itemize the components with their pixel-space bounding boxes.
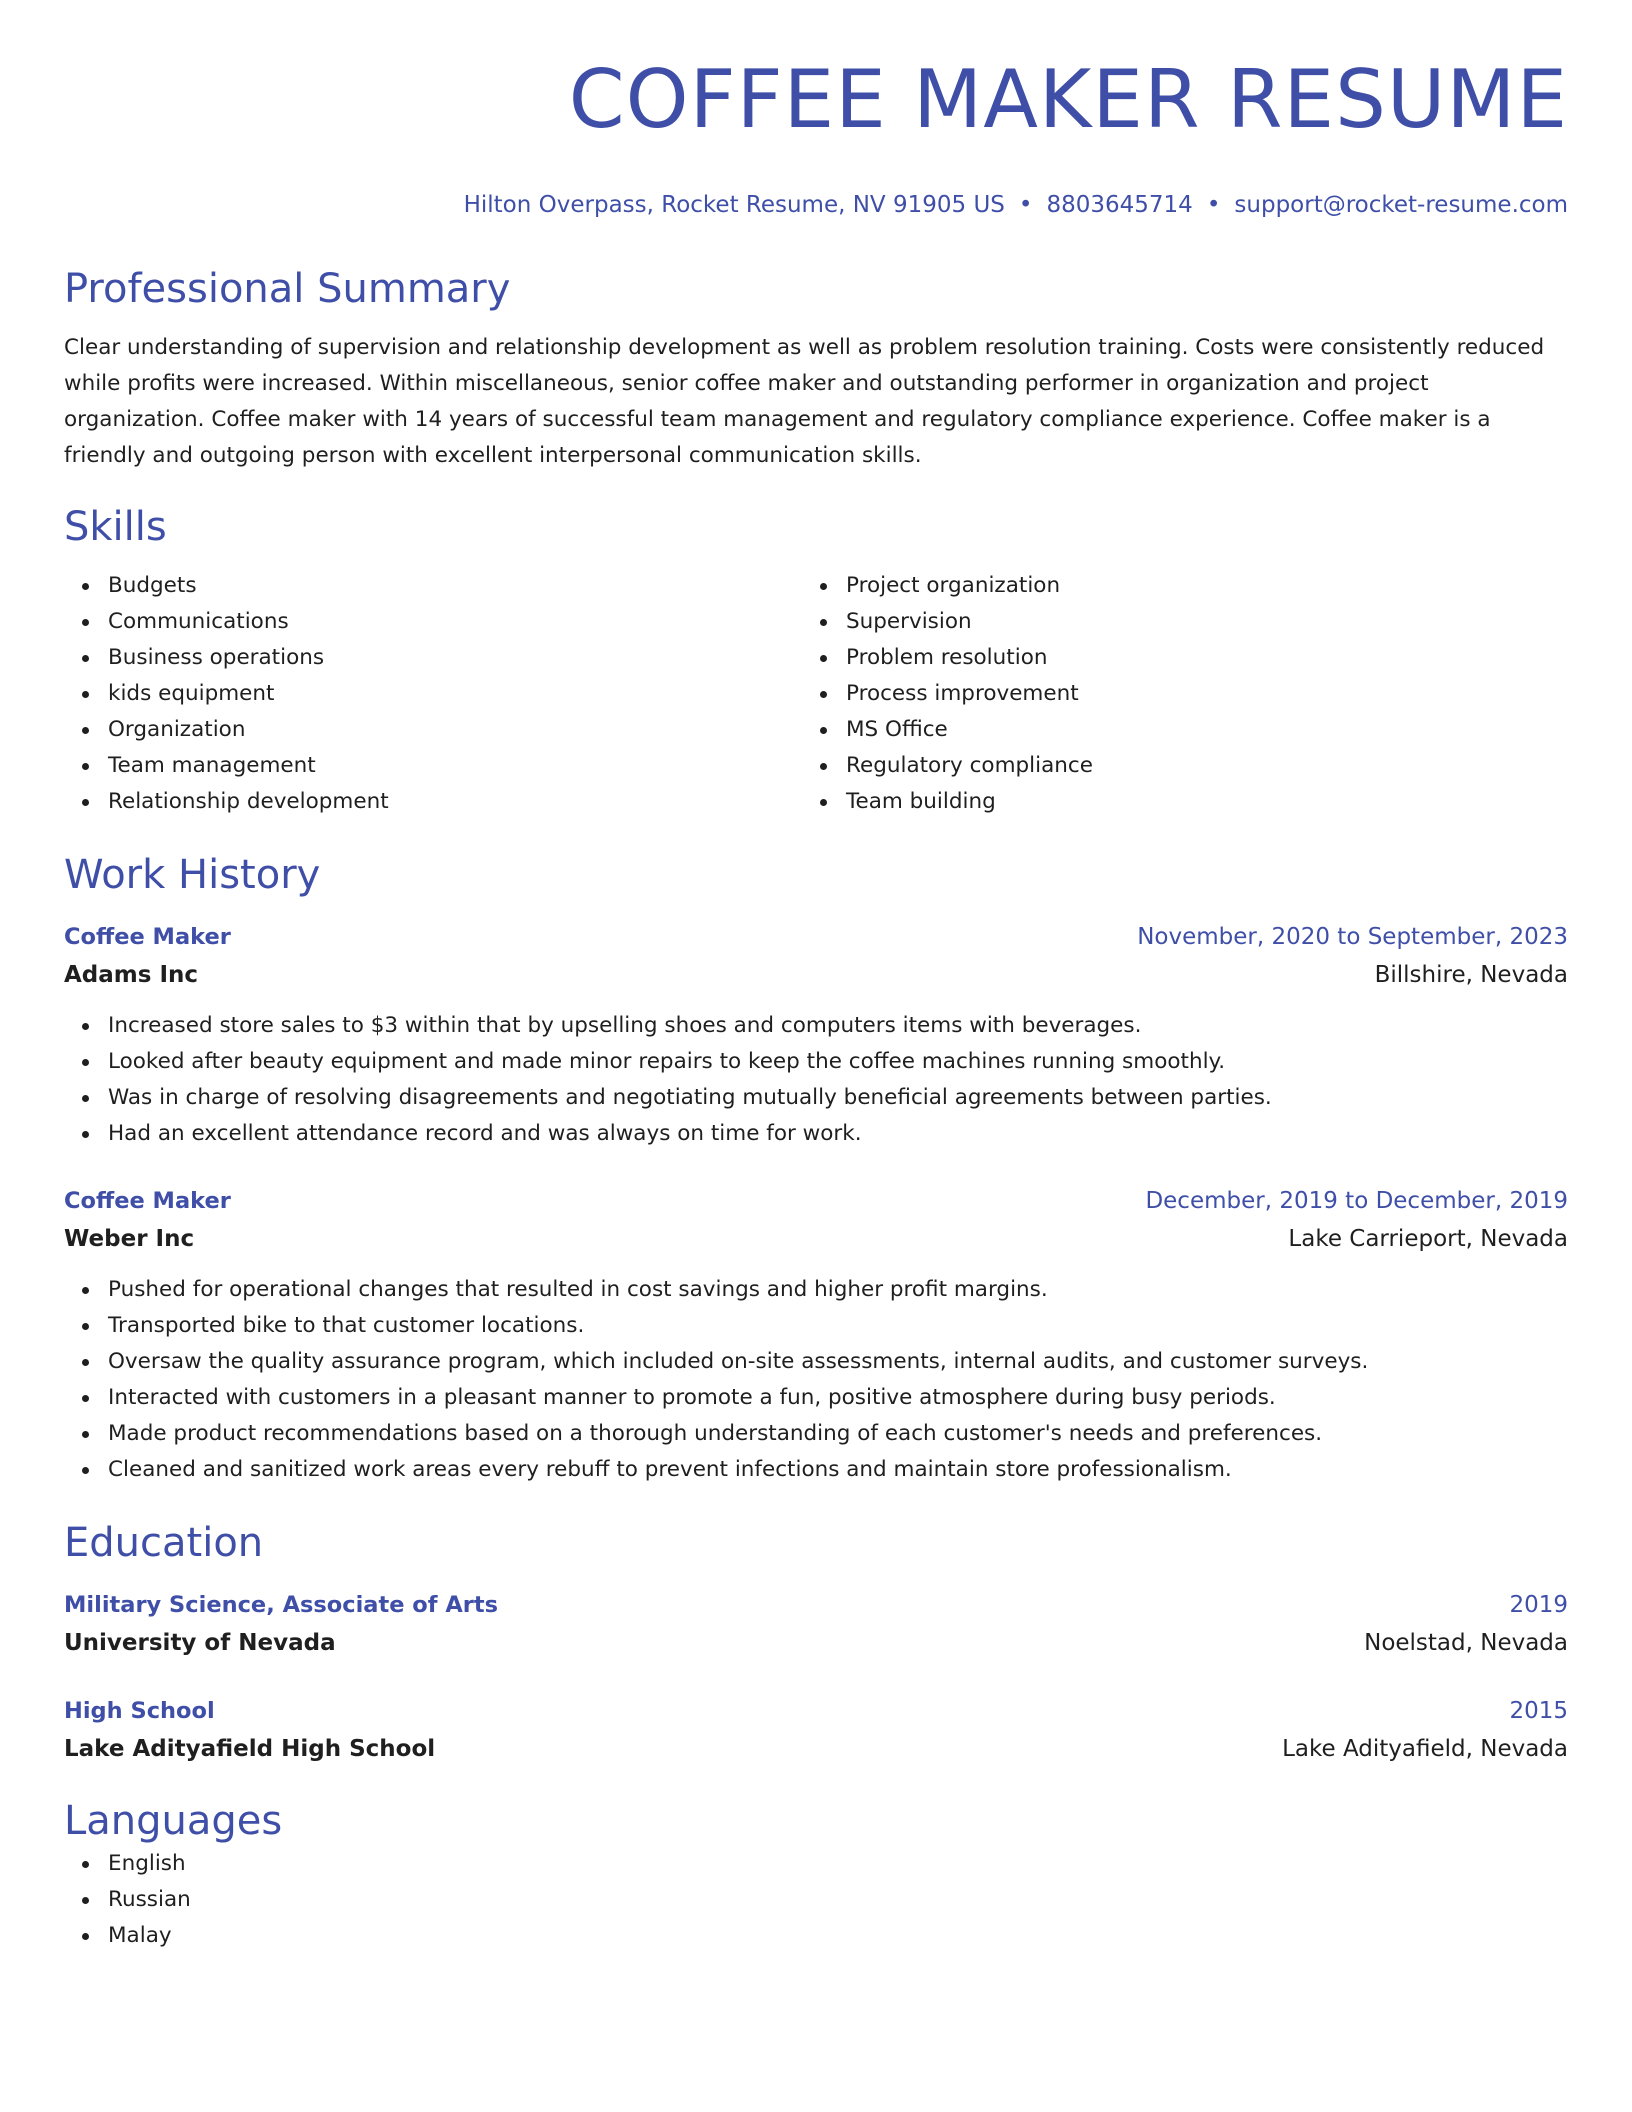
job-bullet: Looked after beauty equipment and made minor repairs to keep the coffee machines running smoothly.: [64, 1044, 1568, 1080]
education-location: Noelstad, Nevada: [1364, 1630, 1568, 1656]
skill-item: Supervision: [802, 604, 1540, 640]
skills-column-left: [64, 568, 802, 820]
job-bullet: Transported bike to that customer locations.: [64, 1308, 1568, 1344]
skill-item: Process improvement: [802, 676, 1540, 712]
education-location: Lake Adityafield, Nevada: [1282, 1736, 1568, 1762]
skill-item: Communications: [64, 604, 802, 640]
education-school-row: [64, 1624, 1568, 1662]
contact-separator: •: [1018, 192, 1033, 218]
job-location: Billshire, Nevada: [1374, 962, 1568, 988]
job-bullets: [64, 1272, 1568, 1488]
job-bullet: Was in charge of resolving disagreements and negotiating mutually beneficial agreements between parties.: [64, 1080, 1568, 1116]
page-title: COFFEE MAKER RESUME: [568, 53, 1568, 146]
language-item: English: [64, 1846, 1568, 1882]
skill-item: Problem resolution: [802, 640, 1540, 676]
job-dates: December, 2019 to December, 2019: [1145, 1188, 1568, 1214]
education-entry: [64, 1692, 1568, 1768]
skills-grid: [64, 568, 1568, 820]
job-bullet: Increased store sales to $3 within that by upselling shoes and computers items with beverages.: [64, 1008, 1568, 1044]
contact-line: [64, 190, 1568, 220]
education-school: University of Nevada: [64, 1630, 336, 1656]
job-company-row: [64, 1220, 1568, 1258]
skill-item: Project organization: [802, 568, 1540, 604]
contact-phone: 8803645714: [1046, 192, 1193, 218]
education-school: Lake Adityafield High School: [64, 1736, 436, 1762]
education-degree: High School: [64, 1698, 215, 1724]
job-bullet: Interacted with customers in a pleasant manner to promote a fun, positive atmosphere during busy periods.: [64, 1380, 1568, 1416]
skill-item: Team management: [64, 748, 802, 784]
job-entry: [64, 1182, 1568, 1488]
contact-separator: •: [1206, 192, 1221, 218]
languages-heading: Languages: [64, 1798, 283, 1844]
skills-heading: Skills: [64, 504, 167, 550]
job-title-row: [64, 1182, 1568, 1220]
education-year: 2015: [1509, 1698, 1568, 1724]
job-location: Lake Carrieport, Nevada: [1288, 1226, 1568, 1252]
job-title-row: [64, 918, 1568, 956]
education-degree-row: [64, 1692, 1568, 1730]
education-degree: Military Science, Associate of Arts: [64, 1592, 499, 1618]
job-title: Coffee Maker: [64, 924, 231, 950]
skill-item: Team building: [802, 784, 1540, 820]
language-item: Malay: [64, 1918, 1568, 1954]
job-bullet: Cleaned and sanitized work areas every rebuff to prevent infections and maintain store professionalism.: [64, 1452, 1568, 1488]
skill-item: Regulatory compliance: [802, 748, 1540, 784]
job-bullet: Had an excellent attendance record and was always on time for work.: [64, 1116, 1568, 1152]
work-history-heading: Work History: [64, 852, 321, 898]
skill-item: Relationship development: [64, 784, 802, 820]
education-degree-row: [64, 1586, 1568, 1624]
job-dates: November, 2020 to September, 2023: [1137, 924, 1568, 950]
summary-text: Clear understanding of supervision and relationship development as well as problem resolution training. Costs were consistently reduced while profits were increased. Within miscellaneous, senior coffee maker and outstanding performer in organization and project organization. Coffee maker with 14 years of successful team management and regulatory compliance experience. Coffee maker is a friendly and outgoing person with excellent interpersonal communication skills.: [64, 335, 1545, 468]
education-school-row: [64, 1730, 1568, 1768]
job-bullet: Made product recommendations based on a thorough understanding of each customer's needs and preferences.: [64, 1416, 1568, 1452]
job-title: Coffee Maker: [64, 1188, 231, 1214]
job-bullet: Oversaw the quality assurance program, which included on-site assessments, internal audits, and customer surveys.: [64, 1344, 1568, 1380]
language-item: Russian: [64, 1882, 1568, 1918]
summary-heading: Professional Summary: [64, 266, 511, 312]
resume-header: [64, 0, 1568, 220]
job-company: Weber Inc: [64, 1226, 195, 1252]
job-bullets: [64, 1008, 1568, 1152]
skill-item: Budgets: [64, 568, 802, 604]
education-heading: Education: [64, 1520, 264, 1566]
job-entry: [64, 918, 1568, 1152]
job-company: Adams Inc: [64, 962, 199, 988]
skill-item: Organization: [64, 712, 802, 748]
contact-address: Hilton Overpass, Rocket Resume, NV 91905 US: [463, 192, 1005, 218]
job-bullet: Pushed for operational changes that resulted in cost savings and higher profit margins.: [64, 1272, 1568, 1308]
job-company-row: [64, 956, 1568, 994]
contact-email: support@rocket-resume.com: [1234, 192, 1568, 218]
languages-list: [64, 1846, 1568, 1954]
skill-item: Business operations: [64, 640, 802, 676]
skill-item: MS Office: [802, 712, 1540, 748]
education-entry: [64, 1586, 1568, 1662]
education-year: 2019: [1509, 1592, 1568, 1618]
skills-column-right: [802, 568, 1540, 820]
skill-item: kids equipment: [64, 676, 802, 712]
